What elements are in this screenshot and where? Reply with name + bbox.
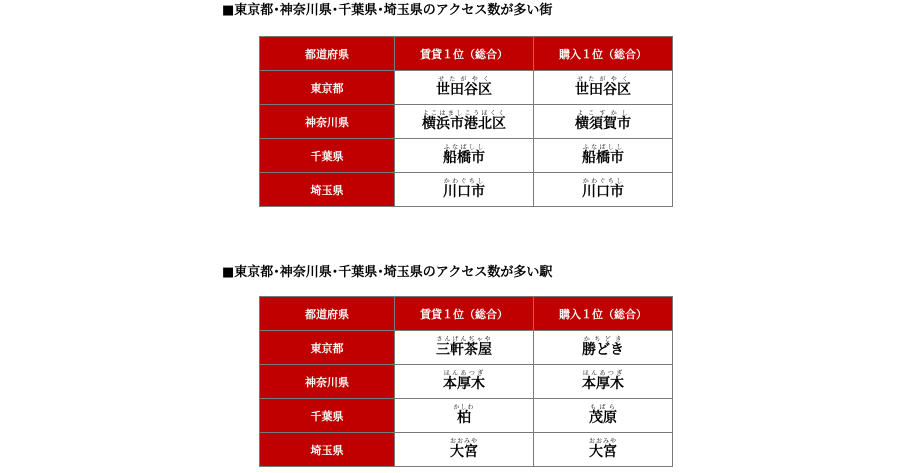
furigana: おおみや (588, 438, 617, 445)
ranking-table-stations (259, 296, 673, 467)
rent-cell (395, 105, 534, 139)
place-name: 茂原もばら (589, 404, 617, 426)
prefecture-cell: 神奈川県 (260, 105, 395, 139)
place-name: 船橋市ふなばしし (443, 144, 485, 166)
furigana: かわぐちし (582, 178, 624, 185)
rent-cell (395, 139, 534, 173)
furigana: おおみや (449, 438, 478, 445)
place-name: 船橋市ふなばしし (582, 144, 624, 166)
rent-cell (395, 71, 534, 105)
header-prefecture: 都道府県 (260, 297, 395, 331)
table-row (260, 71, 673, 105)
buy-cell (534, 365, 673, 399)
place-name: 横浜市港北区よこはましこうほくく (422, 110, 506, 132)
prefecture-cell: 東京都 (260, 331, 395, 365)
prefecture-cell: 埼玉県 (260, 173, 395, 207)
table-row (260, 365, 673, 399)
rent-cell (395, 399, 534, 433)
buy-cell (534, 331, 673, 365)
place-name: 三軒茶屋さんげんぢゃや (436, 336, 492, 358)
table-row (260, 173, 673, 207)
table-row (260, 331, 673, 365)
furigana: ほんあつぎ (582, 370, 624, 377)
place-name: 勝どきかちどき (582, 336, 624, 358)
buy-cell (534, 105, 673, 139)
ranking-table-towns (259, 36, 673, 207)
place-name: 本厚木ほんあつぎ (582, 370, 624, 392)
table-row (260, 433, 673, 467)
rent-cell (395, 173, 534, 207)
furigana: かわぐちし (443, 178, 485, 185)
buy-cell (534, 433, 673, 467)
buy-cell (534, 399, 673, 433)
rent-cell (395, 331, 534, 365)
buy-cell (534, 173, 673, 207)
table-row (260, 399, 673, 433)
place-name: 大宮おおみや (449, 438, 478, 460)
furigana: かしわ (453, 404, 475, 411)
table-row (260, 105, 673, 139)
prefecture-cell: 千葉県 (260, 399, 395, 433)
section-title-towns: ■東京都･神奈川県･千葉県･埼玉県のアクセス数が多い街 (222, 3, 553, 18)
furigana: せたがやく (436, 76, 492, 83)
place-name: 川口市かわぐちし (582, 178, 624, 200)
buy-cell (534, 71, 673, 105)
furigana: もばら (589, 404, 617, 411)
place-name: 世田谷区せたがやく (575, 76, 631, 98)
header-prefecture: 都道府県 (260, 37, 395, 71)
rent-cell (395, 365, 534, 399)
place-name: 柏かしわ (453, 404, 475, 426)
prefecture-cell: 東京都 (260, 71, 395, 105)
furigana: さんげんぢゃや (436, 336, 492, 343)
table-header-row (260, 297, 673, 331)
prefecture-cell: 千葉県 (260, 139, 395, 173)
header-buy-rank1: 購入１位（総合） (534, 297, 673, 331)
furigana: よこすかし (575, 110, 631, 117)
place-name: 世田谷区せたがやく (436, 76, 492, 98)
furigana: かちどき (582, 336, 624, 343)
furigana: ほんあつぎ (443, 370, 485, 377)
furigana: よこはましこうほくく (422, 110, 506, 117)
place-name: 本厚木ほんあつぎ (443, 370, 485, 392)
place-name: 横須賀市よこすかし (575, 110, 631, 132)
furigana: ふなばしし (443, 144, 485, 151)
table-row (260, 139, 673, 173)
buy-cell (534, 139, 673, 173)
furigana: せたがやく (575, 76, 631, 83)
rent-cell (395, 433, 534, 467)
header-rent-rank1: 賃貸１位（総合） (395, 297, 534, 331)
header-buy-rank1: 購入１位（総合） (534, 37, 673, 71)
section-title-stations: ■東京都･神奈川県･千葉県･埼玉県のアクセス数が多い駅 (222, 265, 553, 280)
header-rent-rank1: 賃貸１位（総合） (395, 37, 534, 71)
prefecture-cell: 神奈川県 (260, 365, 395, 399)
place-name: 大宮おおみや (588, 438, 617, 460)
place-name: 川口市かわぐちし (443, 178, 485, 200)
prefecture-cell: 埼玉県 (260, 433, 395, 467)
table-header-row (260, 37, 673, 71)
furigana: ふなばしし (582, 144, 624, 151)
